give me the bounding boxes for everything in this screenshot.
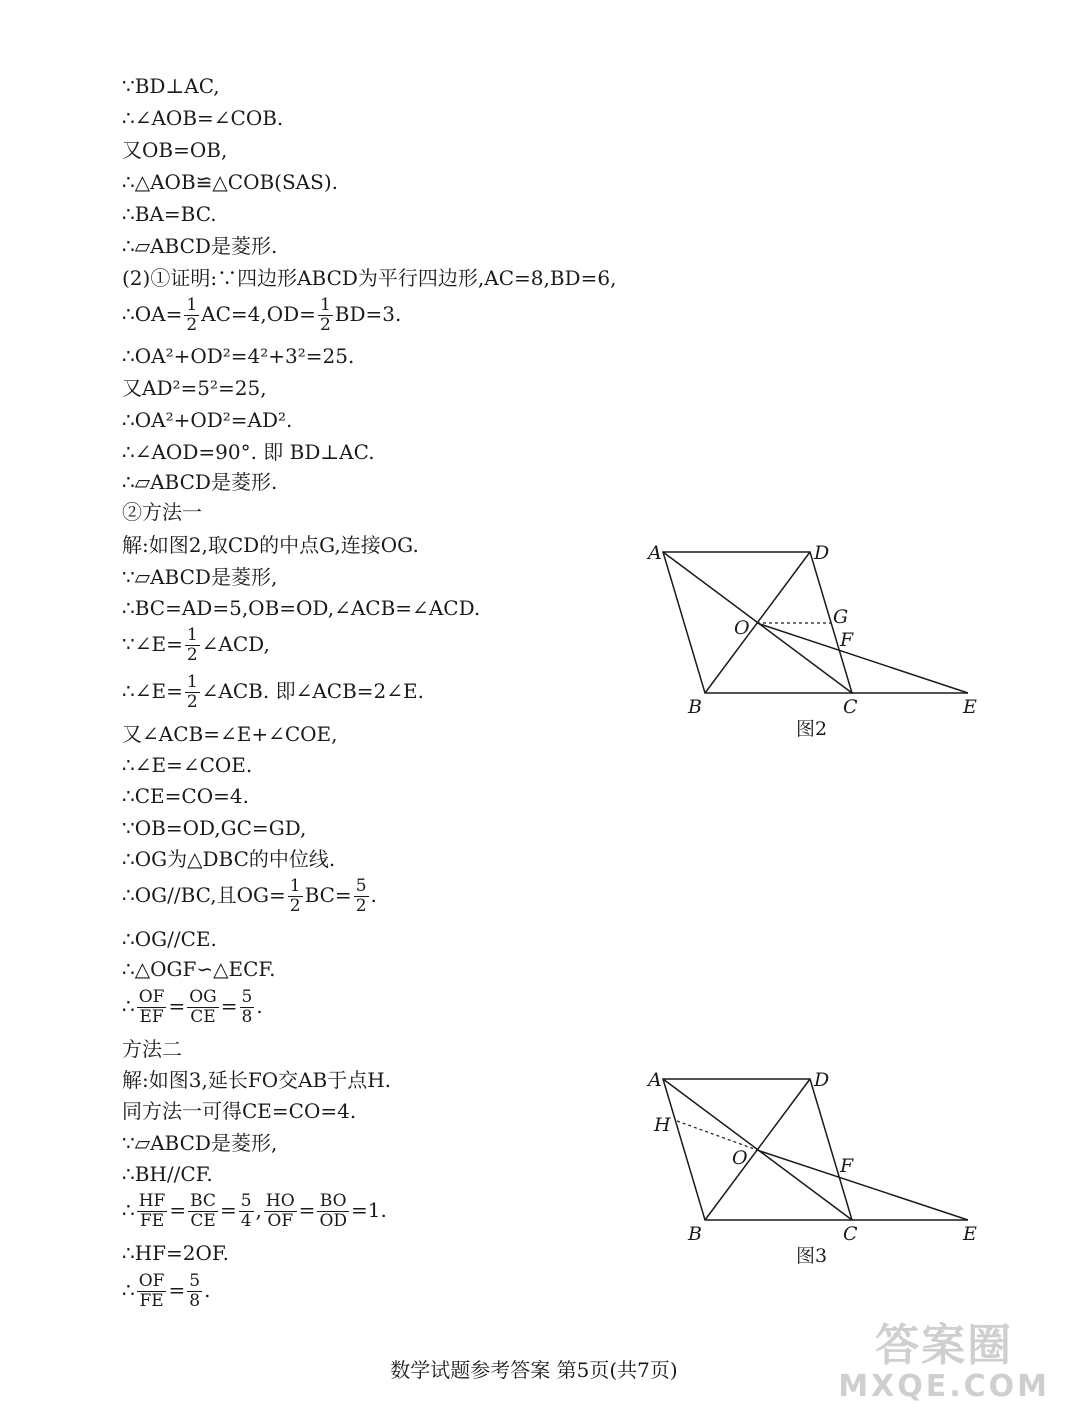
- solution-line-fraction: [122, 1272, 210, 1311]
- point-label-h: H: [654, 1114, 671, 1136]
- fraction: [187, 1272, 202, 1311]
- denominator: 8: [189, 1291, 201, 1311]
- solution-line: ∴OA²+OD²=4²+3²=25.: [122, 344, 355, 368]
- point-label-e: E: [963, 696, 977, 718]
- text-segment: =: [168, 1278, 186, 1302]
- denominator: 2: [289, 896, 301, 916]
- solution-line: ∴▱ABCD是菱形.: [122, 234, 278, 258]
- denominator: 2: [186, 315, 198, 335]
- solution-line: ∴∠E=∠COE.: [122, 753, 253, 777]
- numerator: OF: [138, 1271, 165, 1291]
- text-segment: .: [256, 994, 263, 1018]
- solution-line-fraction: [122, 877, 377, 916]
- fraction: [317, 1192, 349, 1231]
- figure-2-caption: 图2: [796, 718, 828, 740]
- numerator: 5: [241, 987, 253, 1007]
- denominator: 8: [241, 1007, 253, 1027]
- fraction: [288, 877, 303, 916]
- text-segment: ∴: [122, 994, 135, 1018]
- fraction: [188, 1192, 218, 1231]
- figure-2: [630, 530, 1010, 745]
- text-segment: ∠ACD,: [201, 632, 270, 656]
- point-label-f: F: [840, 1155, 854, 1177]
- solution-line-fraction: [122, 296, 401, 335]
- segment-oe: [757, 623, 968, 693]
- denominator: 2: [186, 645, 198, 665]
- watermark-top: 答案圈: [875, 1320, 1014, 1371]
- solution-line: ∴OA²+OD²=AD².: [122, 408, 293, 432]
- text-segment: =: [169, 1198, 187, 1222]
- denominator: OD: [319, 1211, 348, 1231]
- text-segment: =: [220, 994, 238, 1018]
- numerator: 1: [289, 876, 301, 896]
- text-segment: BC=: [304, 883, 352, 907]
- text-segment: ∴: [122, 1198, 135, 1222]
- denominator: 2: [319, 315, 331, 335]
- solution-line: 同方法一可得CE=CO=4.: [122, 1099, 357, 1123]
- fraction: [264, 1192, 297, 1231]
- fraction: [318, 296, 333, 335]
- solution-line: ∴BH//CF.: [122, 1162, 213, 1186]
- solution-line: 又OB=OB,: [122, 138, 228, 162]
- numerator: BC: [190, 1191, 216, 1211]
- denominator: CE: [190, 1211, 216, 1231]
- text-segment: BD=3.: [334, 302, 402, 326]
- denominator: EF: [139, 1007, 164, 1027]
- numerator: 1: [186, 672, 198, 692]
- solution-line: 方法二: [122, 1037, 182, 1061]
- numerator: BO: [317, 1192, 349, 1212]
- numerator: OF: [138, 987, 165, 1007]
- text-segment: ∵∠E=: [122, 632, 183, 656]
- solution-line: ∴∠AOD=90°. 即 BD⊥AC.: [122, 440, 375, 464]
- text-segment: ∴: [122, 1278, 135, 1302]
- figure-3-caption: 图3: [796, 1245, 828, 1267]
- fraction: [354, 877, 369, 916]
- solution-line: ∴OG//CE.: [122, 927, 217, 951]
- point-label-d: D: [814, 542, 830, 564]
- point-label-a: A: [648, 542, 662, 564]
- numerator: HO: [265, 1191, 295, 1211]
- solution-line: ∴HF=2OF.: [122, 1241, 230, 1265]
- solution-line: ∴△OGF∽△ECF.: [122, 957, 276, 981]
- watermark-bottom: MXQE.COM: [838, 1369, 1050, 1404]
- text-segment: ∴OA=: [122, 302, 183, 326]
- solution-line: ∴CE=CO=4.: [122, 784, 249, 808]
- point-label-o: O: [734, 617, 750, 639]
- solution-line-fraction: [122, 673, 424, 712]
- page-footer: 数学试题参考答案 第5页(共7页): [390, 1358, 678, 1382]
- figure-3-diagram: [630, 1057, 1010, 1272]
- text-segment: =1.: [351, 1198, 387, 1222]
- solution-line: ∴OG为△DBC的中位线.: [122, 847, 336, 871]
- solution-line-fraction: [122, 1192, 387, 1231]
- figure-2-diagram: [630, 530, 1010, 745]
- denominator: 4: [240, 1211, 252, 1231]
- segment-oe: [757, 1150, 968, 1220]
- numerator: 5: [189, 1271, 201, 1291]
- point-label-c: C: [843, 696, 858, 718]
- point-label-o: O: [732, 1147, 748, 1169]
- denominator: FE: [139, 1291, 164, 1311]
- point-label-a: A: [648, 1069, 662, 1091]
- numerator: 5: [240, 1191, 252, 1211]
- watermark-logo: [838, 1322, 1050, 1404]
- solution-line: ∴BC=AD=5,OB=OD,∠ACB=∠ACD.: [122, 596, 481, 620]
- solution-line: 解:如图3,延长FO交AB于点H.: [122, 1068, 392, 1092]
- fraction: [239, 1192, 254, 1231]
- solution-line: ∴△AOB≌△COB(SAS).: [122, 170, 338, 194]
- point-label-c: C: [843, 1223, 858, 1245]
- text-segment: .: [204, 1278, 211, 1302]
- point-label-b: B: [688, 1223, 702, 1245]
- fraction: [184, 296, 199, 335]
- text-segment: =: [298, 1198, 316, 1222]
- fraction: [137, 988, 167, 1027]
- numerator: 1: [186, 295, 198, 315]
- fraction: [187, 988, 219, 1027]
- denominator: OF: [267, 1211, 294, 1231]
- solution-line: 解:如图2,取CD的中点G,连接OG.: [122, 533, 419, 557]
- denominator: FE: [139, 1211, 165, 1231]
- point-label-d: D: [814, 1069, 830, 1091]
- numerator: HF: [138, 1191, 166, 1211]
- solution-line: ∵▱ABCD是菱形,: [122, 1131, 278, 1155]
- point-label-e: E: [963, 1223, 977, 1245]
- text-segment: ∴OG//BC,且OG=: [122, 883, 286, 907]
- solution-line: ∴∠AOB=∠COB.: [122, 106, 284, 130]
- solution-line: (2)①证明:∵四边形ABCD为平行四边形,AC=8,BD=6,: [122, 266, 617, 290]
- solution-line: ∵BD⊥AC,: [122, 74, 220, 98]
- solution-line: ∵OB=OD,GC=GD,: [122, 816, 307, 840]
- denominator: 2: [186, 692, 198, 712]
- text-segment: ∠ACB. 即∠ACB=2∠E.: [201, 679, 424, 703]
- solution-line: ∴▱ABCD是菱形.: [122, 470, 278, 494]
- fraction: [137, 1272, 167, 1311]
- solution-line: ∵▱ABCD是菱形,: [122, 565, 278, 589]
- text-segment: .: [370, 883, 377, 907]
- solution-line: 又AD²=5²=25,: [122, 376, 267, 400]
- figure-3: [630, 1057, 1010, 1272]
- text-segment: AC=4,OD=: [201, 302, 316, 326]
- solution-line: ∴BA=BC.: [122, 202, 217, 226]
- fraction: [137, 1192, 168, 1231]
- numerator: 1: [186, 625, 198, 645]
- dashed-ho: [677, 1121, 757, 1150]
- text-segment: =: [219, 1198, 237, 1222]
- fraction: [185, 626, 200, 665]
- text-segment: =: [168, 994, 186, 1018]
- denominator: 2: [355, 896, 367, 916]
- numerator: OG: [189, 987, 217, 1007]
- fraction: [185, 673, 200, 712]
- solution-line-fraction: [122, 988, 263, 1027]
- fraction: [240, 988, 255, 1027]
- point-label-f: F: [840, 629, 854, 651]
- point-label-g: G: [833, 606, 849, 628]
- solution-line-fraction: [122, 626, 270, 665]
- denominator: CE: [190, 1007, 216, 1027]
- numerator: 5: [355, 876, 367, 896]
- text-segment: ∴∠E=: [122, 679, 183, 703]
- text-segment: ,: [255, 1198, 262, 1222]
- numerator: 1: [319, 295, 331, 315]
- solution-line: 又∠ACB=∠E+∠COE,: [122, 722, 338, 746]
- solution-line: ②方法一: [122, 500, 202, 524]
- point-label-b: B: [688, 696, 702, 718]
